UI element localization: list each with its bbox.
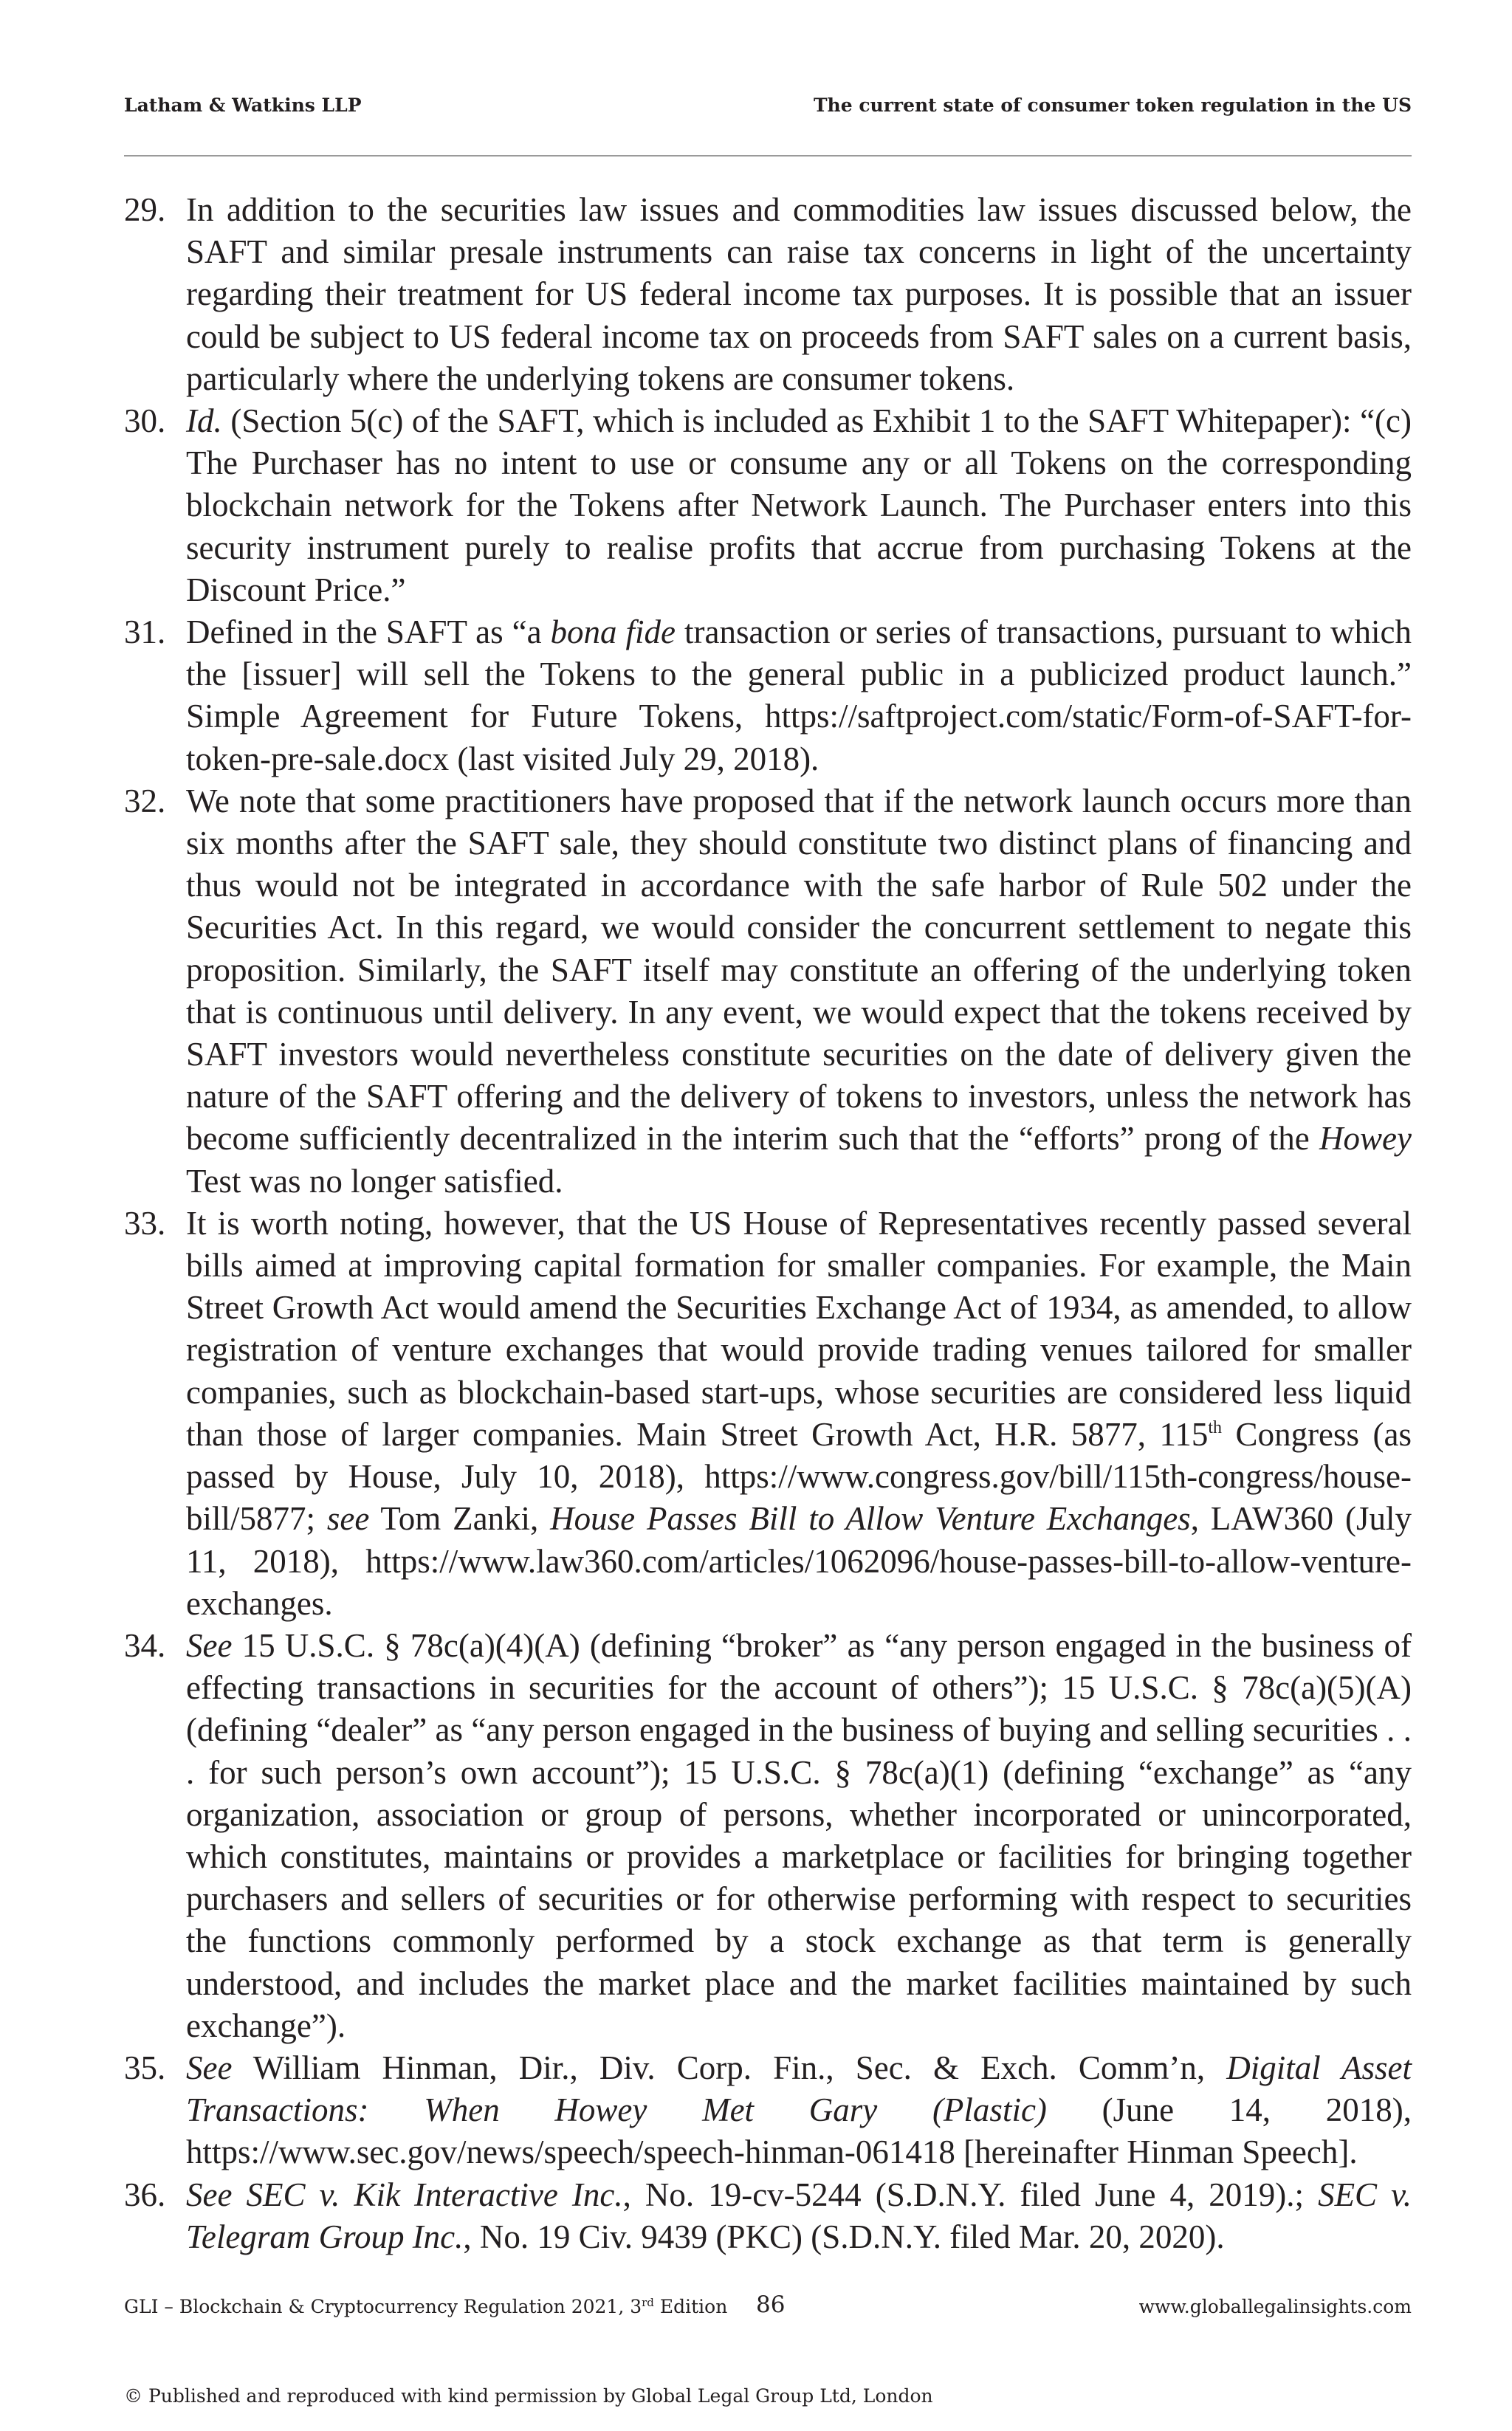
- endnote-number: 31.: [124, 613, 166, 651]
- endnote-italic: SEC v. Telegram Group Inc.: [186, 2176, 1412, 2255]
- endnote-text: Defined in the SAFT as “a: [186, 613, 551, 651]
- endnote-text: transaction or series of transactions, pursuant to which the [issuer] will sell the Tokens to the general public in a publicized product launch.” Simple Agreement for Future Tokens, https://saftproject.com/static/Form-of-SAFT-for-token-pre-sale.docx (last visited July 29, 2018).: [186, 613, 1412, 777]
- endnote-italic: Id.: [186, 402, 222, 440]
- endnote-number: 35.: [124, 2049, 166, 2086]
- endnote-33: [124, 1203, 1412, 1625]
- endnote-number: 30.: [124, 402, 166, 440]
- endnote-number: 34.: [124, 1626, 166, 1664]
- endnote-italic: See: [186, 2049, 233, 2086]
- endnote-32: [124, 780, 1412, 1203]
- endnote-number: 29.: [124, 191, 166, 228]
- endnote-number: 33.: [124, 1204, 166, 1242]
- endnote-text: 15 U.S.C. § 78c(a)(4)(A) (defining “broker” as “any person engaged in the business of effecting transactions in securities for the account of others”); 15 U.S.C. § 78c(a)(5)(A) (defining “dealer” as “any person engaged in the business of buying and selling securities . . . for such person’s own account”); 15 U.S.C. § 78c(a)(1) (defining “exchange” as “any organization, association or group of persons, whether incorporated or unincorporated, which constitutes, maintains or provides a marketplace or facilities for bringing together purchasers and sellers of securities or for otherwise performing with respect to securities the functions commonly performed by a stock exchange as that term is generally understood, and includes the market place and the market facilities maintained by such exchange”).: [186, 1626, 1412, 2044]
- endnote-text: Tom Zanki,: [369, 1500, 551, 1538]
- header-firm: Latham & Watkins LLP: [124, 94, 362, 116]
- endnote-number: 36.: [124, 2176, 166, 2213]
- endnote-text: (Section 5(c) of the SAFT, which is included as Exhibit 1 to the SAFT Whitepaper): “(c) The Purchaser has no intent to use or consume any or all Tokens on the corresponding blockchain network for the Tokens after Network Launch. The Purchaser enters into this security instrument purely to realise profits that accrue from purchasing Tokens at the Discount Price.”: [186, 402, 1412, 608]
- endnote-italic: Howey: [1319, 1120, 1412, 1158]
- footer-publication-text: GLI – Blockchain & Cryptocurrency Regulation 2021, 3: [124, 2296, 642, 2317]
- endnote-text: , LAW360 (July 11, 2018), https://www.law360.com/articles/1062096/house-passes-bill-to-allow-venture-exchanges.: [186, 1500, 1412, 1622]
- endnote-italic: see: [326, 1500, 370, 1538]
- endnote-29: [124, 189, 1412, 400]
- endnote-italic: See SEC v. Kik Interactive Inc.: [186, 2176, 623, 2213]
- endnote-30: [124, 400, 1412, 611]
- endnote-italic: See: [186, 1626, 233, 1664]
- page-number: 86: [756, 2291, 786, 2318]
- endnote-text: Congress (as passed by House, July 10, 2018), https://www.congress.gov/bill/115th-congress/house-bill/5877;: [186, 1415, 1412, 1538]
- endnote-text: In addition to the securities law issues and commodities law issues discussed below, the SAFT and similar presale instruments can raise tax concerns in light of the uncertainty regarding their treatment for US federal income tax purposes. It is possible that an issuer could be subject to US federal income tax on proceeds from SAFT sales on a current basis, particularly where the underlying tokens are consumer tokens.: [186, 191, 1412, 397]
- footer-publication-sup: rd: [642, 2296, 654, 2309]
- endnote-31: [124, 611, 1412, 780]
- endnote-italic: House Passes Bill to Allow Venture Exchanges: [550, 1500, 1191, 1538]
- endnote-text: , No. 19 Civ. 9439 (PKC) (S.D.N.Y. filed Mar. 20, 2020).: [463, 2218, 1225, 2255]
- endnote-text: William Hinman, Dir., Div. Corp. Fin., Sec. & Exch. Comm’n,: [232, 2049, 1227, 2086]
- footer-publication: [124, 2296, 727, 2317]
- endnotes-list: [124, 189, 1412, 2258]
- page-footer: [124, 2291, 1412, 2325]
- footer-website: www.globallegalinsights.com: [1138, 2296, 1412, 2317]
- endnote-text: It is worth noting, however, that the US House of Representatives recently passed several bills aimed at improving capital formation for smaller companies. For example, the Main Street Growth Act would amend the Securities Exchange Act of 1934, as amended, to allow registration of venture exchanges that would provide trading venues tailored for smaller companies, such as blockchain-based start-ups, whose securities are considered less liquid than those of larger companies. Main Street Growth Act, H.R. 5877, 115: [186, 1204, 1412, 1453]
- endnote-superscript: th: [1208, 1417, 1223, 1437]
- header-title: The current state of consumer token regulation in the US: [813, 94, 1412, 116]
- endnote-text: , No. 19-cv-5244 (S.D.N.Y. filed June 4, 2019).;: [622, 2176, 1319, 2213]
- endnote-35: [124, 2047, 1412, 2174]
- endnote-34: [124, 1625, 1412, 2047]
- endnote-text: (June 14, 2018), https://www.sec.gov/news/speech/speech-hinman-061418 [hereinafter Hinman Speech].: [186, 2091, 1412, 2171]
- endnote-36: [124, 2174, 1412, 2258]
- endnote-text: We note that some practitioners have proposed that if the network launch occurs more than six months after the SAFT sale, they should constitute two distinct plans of financing and thus would not be integrated in accordance with the safe harbor of Rule 502 under the Securities Act. In this regard, we would consider the concurrent settlement to negate this proposition. Similarly, the SAFT itself may constitute an offering of the underlying token that is continuous until delivery. In any event, we would expect that the tokens received by SAFT investors would nevertheless constitute securities on the date of delivery given the nature of the SAFT offering and the delivery of tokens to investors, unless the network has become sufficiently decentralized in the interim such that the “efforts” prong of the: [186, 782, 1412, 1158]
- endnote-text: Test was no longer satisfied.: [186, 1162, 563, 1200]
- footer-publication-tail: Edition: [653, 2296, 728, 2317]
- endnote-italic: Digital Asset Transactions: When Howey Met Gary (Plastic): [186, 2049, 1412, 2129]
- endnote-italic: bona fide: [550, 613, 676, 651]
- header-divider: [124, 155, 1412, 157]
- endnote-number: 32.: [124, 782, 166, 819]
- copyright-notice: © Published and reproduced with kind permission by Global Legal Group Ltd, London: [124, 2385, 933, 2407]
